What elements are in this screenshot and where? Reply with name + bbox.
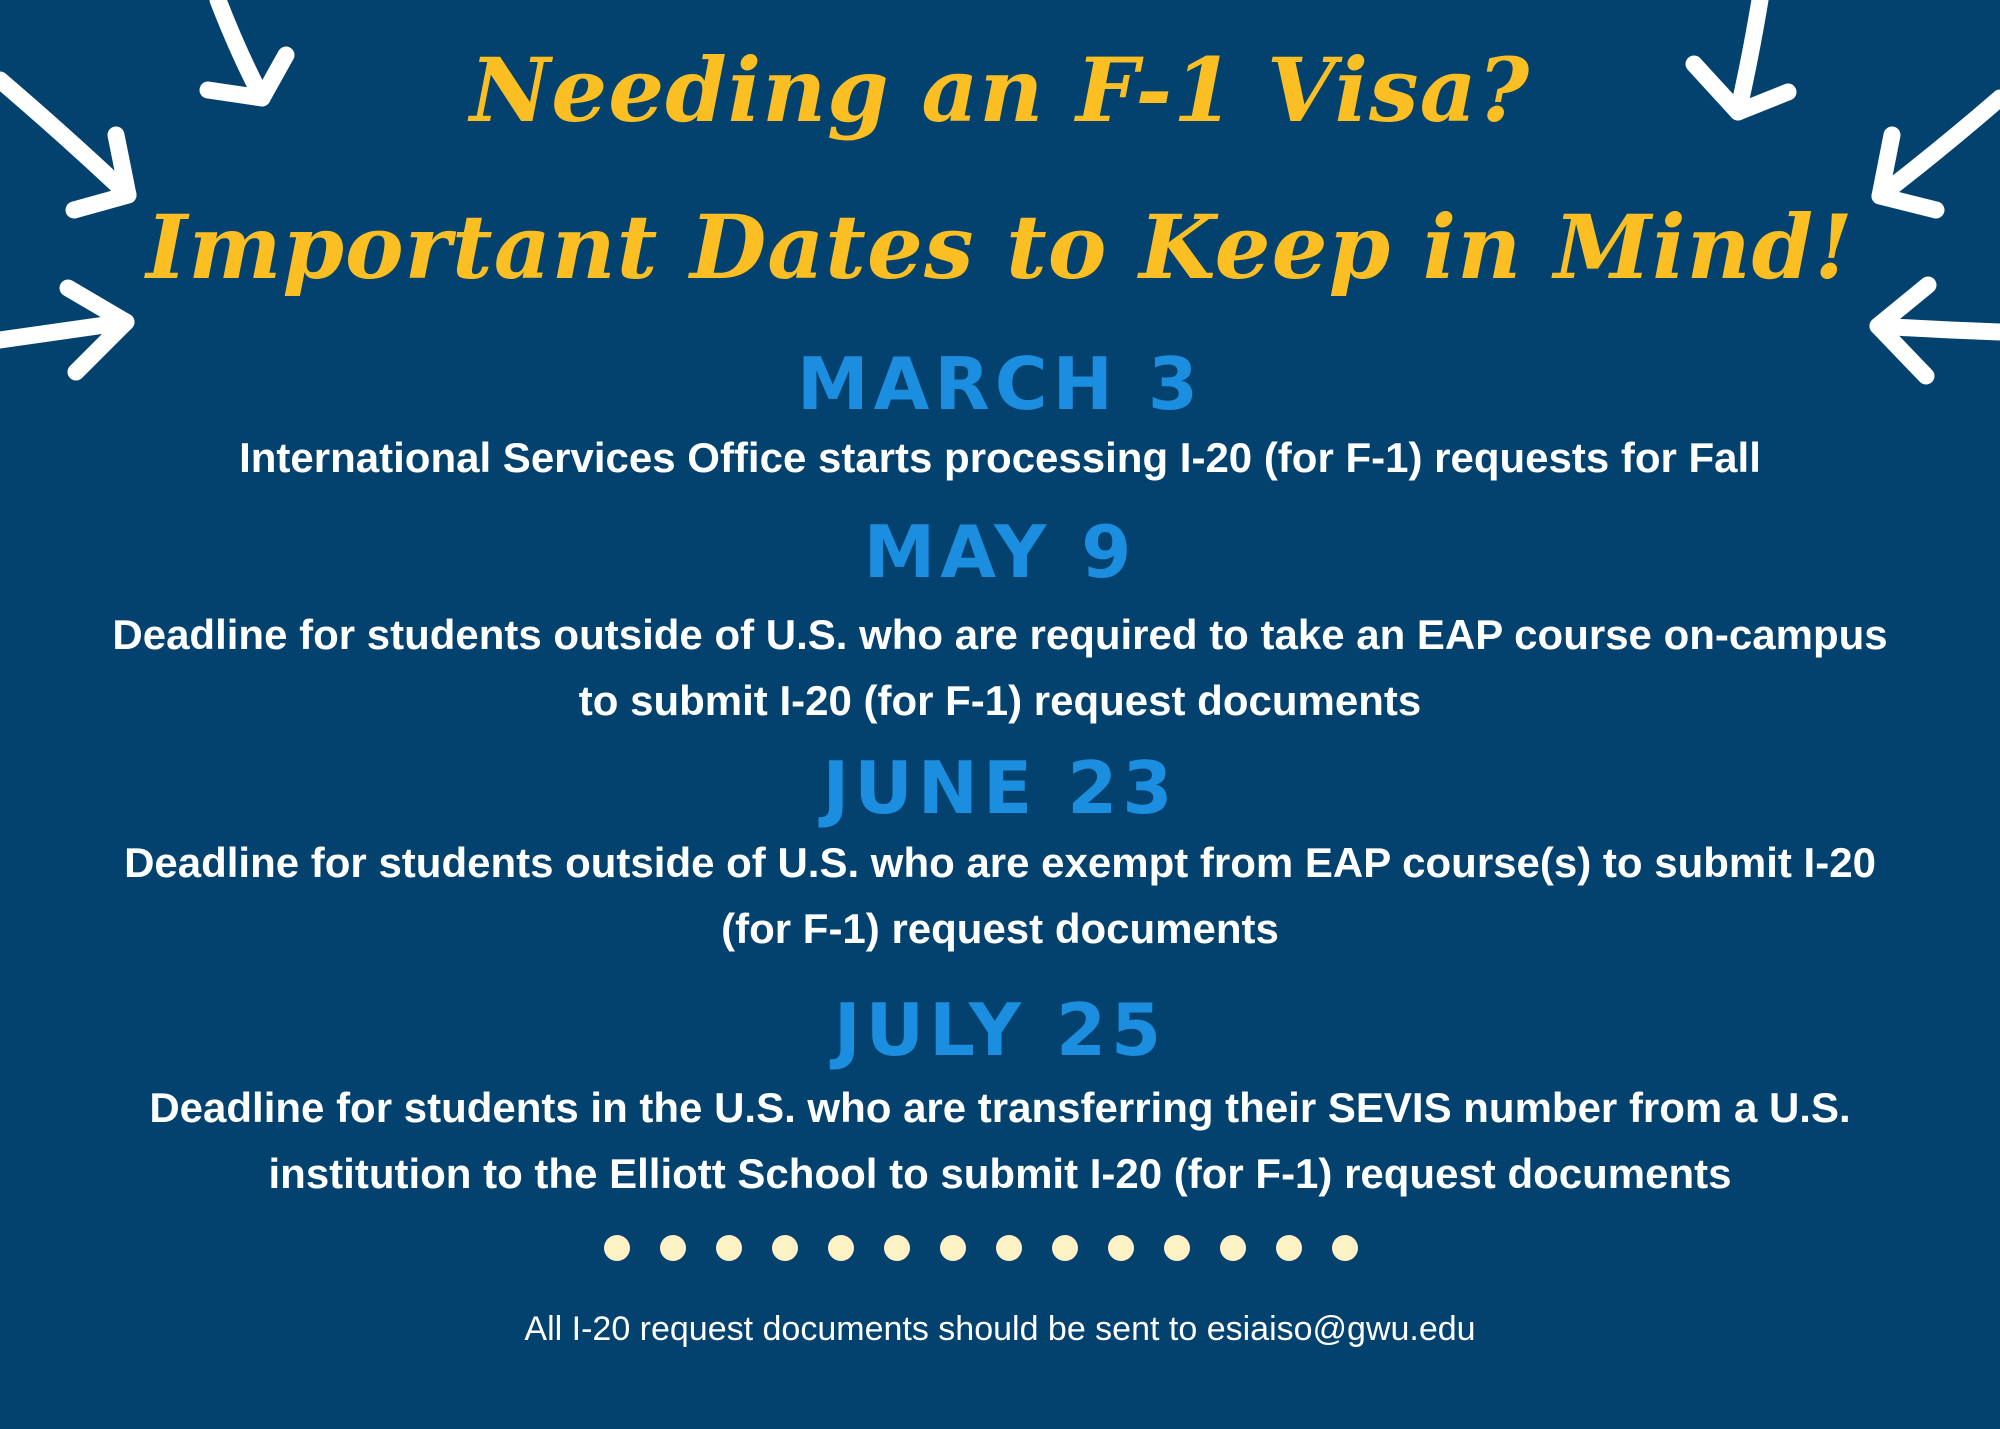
divider-dot <box>1332 1235 1358 1261</box>
event-description-may-9: Deadline for students outside of U.S. who are required to take an EAP course on-campus to submit I-20 (for F-1) request documents <box>112 611 1888 724</box>
page-title-line-1: Needing an F-1 Visa? <box>469 38 1531 142</box>
event-description-june-23: Deadline for students outside of U.S. who are exempt from EAP course(s) to submit I-20 (for F-1) request documents <box>124 839 1876 952</box>
divider-dot <box>1220 1235 1246 1261</box>
event-description-july-25: Deadline for students in the U.S. who are transferring their SEVIS number from a U.S. institution to the Elliott School to submit I-20 (for F-1) request documents <box>149 1084 1851 1197</box>
divider-dot <box>1276 1235 1302 1261</box>
divider-dot <box>940 1235 966 1261</box>
divider-dot <box>1052 1235 1078 1261</box>
divider-dot <box>996 1235 1022 1261</box>
footer-note: All I-20 request documents should be sent to esiaiso@gwu.edu <box>524 1310 1476 1348</box>
dotted-divider <box>590 1228 1410 1268</box>
event-description-march-3: International Services Office starts processing I-20 (for F-1) requests for Fall <box>239 434 1761 481</box>
divider-dot <box>884 1235 910 1261</box>
event-date-may-9: MAY 9 <box>863 510 1137 594</box>
divider-dot <box>1164 1235 1190 1261</box>
divider-dot <box>772 1235 798 1261</box>
divider-dot <box>828 1235 854 1261</box>
event-date-march-3: MARCH 3 <box>796 342 1204 426</box>
event-date-july-25: JULY 25 <box>833 988 1167 1072</box>
page-title-line-2: Important Dates to Keep in Mind! <box>146 195 1854 299</box>
divider-dot <box>716 1235 742 1261</box>
event-date-june-23: JUNE 23 <box>822 746 1178 830</box>
divider-dot <box>660 1235 686 1261</box>
divider-dot <box>604 1235 630 1261</box>
divider-dot <box>1108 1235 1134 1261</box>
